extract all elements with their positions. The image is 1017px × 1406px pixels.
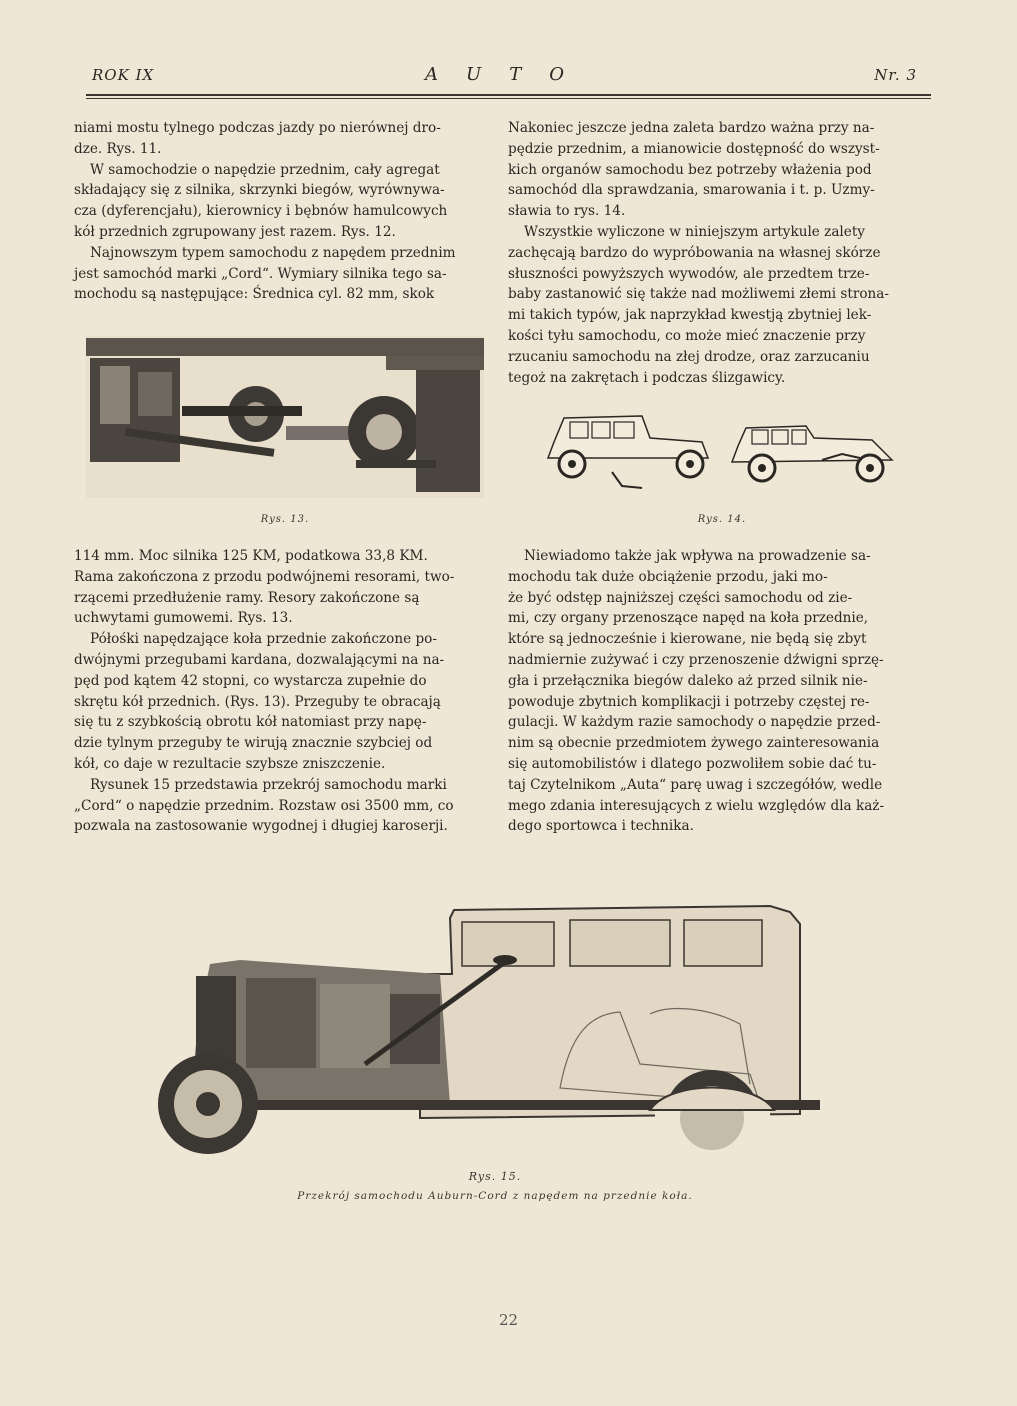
- text-line: kości tyłu samochodu, co może mieć znaczenie przy: [508, 327, 866, 344]
- text-line: cza (dyferencjału), kierownicy i bębnów hamulcowych: [74, 203, 448, 220]
- text-line: „Cord“ o napędzie przednim. Rozstaw osi 3500 mm, co: [74, 797, 454, 814]
- figure-caption: Rys. 14.: [697, 514, 747, 525]
- header-issue: Nr. 3: [874, 66, 917, 84]
- text-line: Najnowszym typem samochodu z napędem przednim: [90, 244, 456, 261]
- text-line: pędzie przednim, a mianowicie dostępność do wszyst-: [508, 140, 880, 157]
- text-line: które są jednocześnie i kierowane, nie będą się zbyt: [508, 631, 867, 648]
- text-line: pęd pod kątem 42 stopni, co wystarcza zupełnie do: [74, 672, 427, 689]
- text-line: się tu z szybkością obrotu kół natomiast przy napę-: [74, 714, 427, 731]
- car-cross-section: [150, 904, 840, 1156]
- text-line: Rysunek 15 przedstawia przekrój samochodu marki: [90, 776, 447, 793]
- header-title: AUTO: [425, 64, 592, 85]
- text-line: nim są obecnie przedmiotem żywego zainteresowania: [508, 735, 880, 752]
- text-line: że być odstęp najniższej części samochodu od zie-: [508, 589, 853, 606]
- text-line: uchwytami gumowemi. Rys. 13.: [74, 610, 293, 627]
- text-line: mi, czy organy przenoszące napęd na koła przednie,: [508, 610, 869, 627]
- column-right-top: [508, 118, 930, 388]
- text-line: samochód dla sprawdzania, smarowania i t. p. Uzmy-: [508, 182, 875, 199]
- column-left-top: [74, 118, 489, 305]
- text-line: Półośki napędzające koła przednie zakończone po-: [90, 631, 437, 648]
- text-line: kół przednich zgrupowany jest razem. Rys. 12.: [74, 223, 396, 240]
- text-line: W samochodzie o napędzie przednim, cały agregat: [90, 161, 440, 178]
- text-line: 114 mm. Moc silnika 125 KM, podatkowa 33,8 KM.: [74, 548, 428, 564]
- two-cars-drawing: [542, 408, 902, 500]
- text-line: mego zdania interesujących z wielu względów dla każ-: [508, 797, 885, 814]
- text-line: się automobilistów i dlatego pozwoliłem sobie dać tu-: [508, 755, 877, 772]
- header-year: ROK IX: [92, 66, 155, 84]
- column-right-bottom: [508, 546, 930, 837]
- text-line: Nakoniec jeszcze jedna zaleta bardzo ważna przy na-: [508, 120, 875, 136]
- text-line: Niewiadomo także jak wpływa na prowadzenie sa-: [524, 548, 871, 564]
- figure-caption: Rys. 13.: [260, 514, 310, 525]
- text-line: dzie tylnym przeguby te wirują znacznie szybciej od: [74, 735, 433, 752]
- front-axle-photo: [86, 336, 484, 498]
- text-line: nadmiernie zużywać i czy przenoszenie dźwigni sprzę-: [508, 651, 884, 668]
- text-line: jest samochód marki „Cord“. Wymiary silnika tego sa-: [74, 265, 447, 282]
- text-line: taj Czytelnikom „Auta“ parę uwag i szczegółów, wedle: [508, 776, 883, 793]
- text-line: mochodu tak duże obciążenie przodu, jaki mo-: [508, 568, 828, 585]
- text-line: Wszystkie wyliczone w niniejszym artykule zalety: [524, 223, 865, 240]
- text-line: tegoż na zakrętach i podczas ślizgawicy.: [508, 369, 786, 386]
- header-rule: [86, 94, 931, 96]
- text-line: składający się z silnika, skrzynki biegów, wyrównywa-: [74, 182, 445, 199]
- header-rule-thin: [86, 98, 931, 99]
- text-line: niami mostu tylnego podczas jazdy po nierównej dro-: [74, 120, 441, 136]
- text-line: skrętu kół przednich. (Rys. 13). Przeguby te obracają: [74, 693, 441, 710]
- text-line: rzucaniu samochodu na złej drodze, oraz zarzucaniu: [508, 348, 870, 365]
- text-line: pozwala na zastosowanie wygodnej i długiej karoserji.: [74, 818, 448, 835]
- text-line: gulacji. W każdym razie samochody o napędzie przed-: [508, 714, 881, 731]
- text-line: zachęcają bardzo do wypróbowania na własnej skórze: [508, 244, 881, 261]
- column-left-bottom: [74, 546, 489, 837]
- text-line: kich organów samochodu bez potrzeby włażenia pod: [508, 161, 872, 178]
- text-line: mochodu są następujące: Średnica cyl. 82 mm, skok: [74, 286, 435, 303]
- text-line: rzącemi przedłużenie ramy. Resory zakończone są: [74, 589, 420, 606]
- text-line: baby zastanowić się także nad możliwemi złemi strona-: [508, 286, 889, 303]
- page-number: 22: [498, 1311, 519, 1329]
- text-line: mi takich typów, jak naprzykład kwestją zbytniej lek-: [508, 307, 872, 324]
- text-line: gła i przełącznika biegów daleko aż przed silnik nie-: [508, 672, 868, 689]
- text-line: Rama zakończona z przodu podwójnemi resorami, two-: [74, 568, 455, 585]
- figure-caption: Rys. 15.: [468, 1170, 522, 1183]
- text-line: dze. Rys. 11.: [74, 140, 162, 157]
- text-line: kół, co daje w rezultacie szybsze zniszczenie.: [74, 755, 386, 772]
- text-line: dego sportowca i technika.: [508, 818, 694, 835]
- text-line: sławia to rys. 14.: [508, 203, 626, 220]
- figure-subcaption: Przekrój samochodu Auburn-Cord z napędem na przednie koła.: [297, 1190, 693, 1202]
- text-line: dwójnymi przegubami kardana, dozwalającymi na na-: [74, 651, 445, 668]
- text-line: powoduje zbytnich komplikacji i potrzeby częstej re-: [508, 693, 870, 710]
- text-line: słuszności powyższych wywodów, ale przedtem trze-: [508, 265, 870, 282]
